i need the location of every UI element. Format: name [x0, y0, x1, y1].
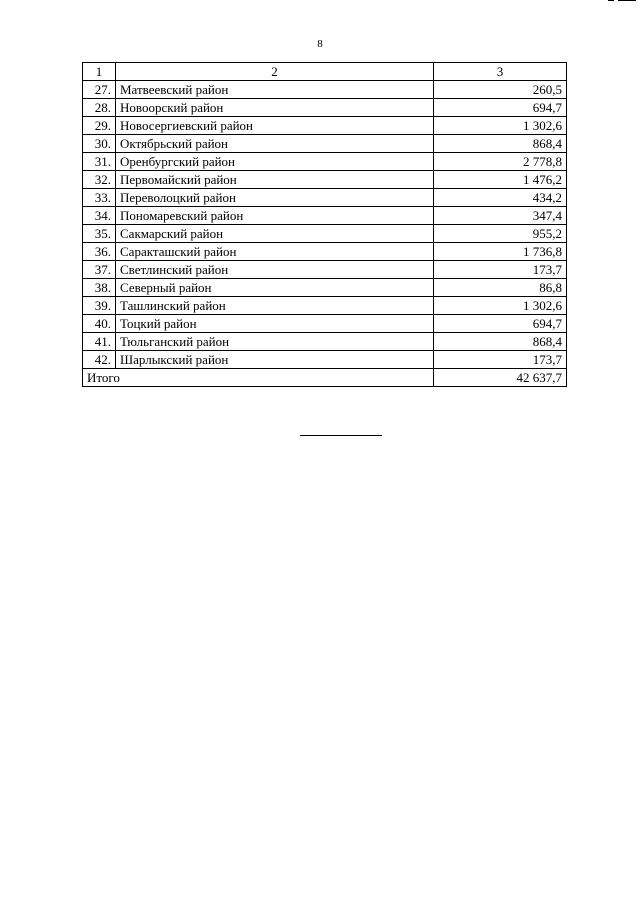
table-row	[83, 225, 567, 243]
row-name-cell: Октябрьский район	[116, 135, 434, 153]
table-row	[83, 333, 567, 351]
table-row	[83, 315, 567, 333]
row-number-cell: 39.	[83, 297, 116, 315]
table-row	[83, 351, 567, 369]
table-row	[83, 117, 567, 135]
row-name-cell: Северный район	[116, 279, 434, 297]
end-separator-line	[300, 435, 382, 436]
row-value-cell: 434,2	[434, 189, 567, 207]
row-number-cell: 38.	[83, 279, 116, 297]
row-name-cell: Первомайский район	[116, 171, 434, 189]
row-name-cell: Новосергиевский район	[116, 117, 434, 135]
row-value-cell: 1 302,6	[434, 297, 567, 315]
row-name-cell: Матвеевский район	[116, 81, 434, 99]
row-value-cell: 694,7	[434, 99, 567, 117]
row-number-cell: 40.	[83, 315, 116, 333]
table-row	[83, 171, 567, 189]
row-value-cell: 868,4	[434, 333, 567, 351]
row-name-cell: Светлинский район	[116, 261, 434, 279]
table-row	[83, 297, 567, 315]
header-cell-value: 3	[434, 63, 567, 81]
row-value-cell: 1 476,2	[434, 171, 567, 189]
row-name-cell: Шарлыкский район	[116, 351, 434, 369]
row-number-cell: 37.	[83, 261, 116, 279]
row-value-cell: 1 736,8	[434, 243, 567, 261]
row-number-cell: 41.	[83, 333, 116, 351]
row-number-cell: 35.	[83, 225, 116, 243]
row-number-cell: 32.	[83, 171, 116, 189]
table-row	[83, 135, 567, 153]
total-row	[83, 369, 567, 387]
row-name-cell: Тюльганский район	[116, 333, 434, 351]
row-name-cell: Сакмарский район	[116, 225, 434, 243]
total-value: 42 637,7	[434, 369, 567, 387]
row-value-cell: 260,5	[434, 81, 567, 99]
header-cell-name: 2	[116, 63, 434, 81]
table-row	[83, 261, 567, 279]
row-name-cell: Тоцкий район	[116, 315, 434, 333]
table-row	[83, 99, 567, 117]
table-row	[83, 279, 567, 297]
row-value-cell: 173,7	[434, 261, 567, 279]
row-name-cell: Ташлинский район	[116, 297, 434, 315]
row-number-cell: 36.	[83, 243, 116, 261]
district-table	[82, 62, 567, 387]
table-row	[83, 153, 567, 171]
page-number: 8	[317, 38, 323, 50]
table-header-row	[83, 63, 567, 81]
row-value-cell: 868,4	[434, 135, 567, 153]
row-number-cell: 42.	[83, 351, 116, 369]
row-number-cell: 30.	[83, 135, 116, 153]
row-value-cell: 86,8	[434, 279, 567, 297]
row-name-cell: Оренбургский район	[116, 153, 434, 171]
row-value-cell: 2 778,8	[434, 153, 567, 171]
total-label: Итого	[83, 369, 434, 387]
row-number-cell: 29.	[83, 117, 116, 135]
table-row	[83, 81, 567, 99]
header-cell-number: 1	[83, 63, 116, 81]
row-value-cell: 347,4	[434, 207, 567, 225]
row-name-cell: Новоорский район	[116, 99, 434, 117]
row-number-cell: 27.	[83, 81, 116, 99]
row-value-cell: 955,2	[434, 225, 567, 243]
row-value-cell: 173,7	[434, 351, 567, 369]
row-number-cell: 33.	[83, 189, 116, 207]
row-name-cell: Пономаревский район	[116, 207, 434, 225]
table-row	[83, 189, 567, 207]
row-number-cell: 34.	[83, 207, 116, 225]
row-name-cell: Переволоцкий район	[116, 189, 434, 207]
table-row	[83, 207, 567, 225]
row-number-cell: 31.	[83, 153, 116, 171]
row-number-cell: 28.	[83, 99, 116, 117]
table-row	[83, 243, 567, 261]
row-name-cell: Саракташский район	[116, 243, 434, 261]
row-value-cell: 694,7	[434, 315, 567, 333]
row-value-cell: 1 302,6	[434, 117, 567, 135]
scan-corner-mark	[604, 0, 636, 2]
